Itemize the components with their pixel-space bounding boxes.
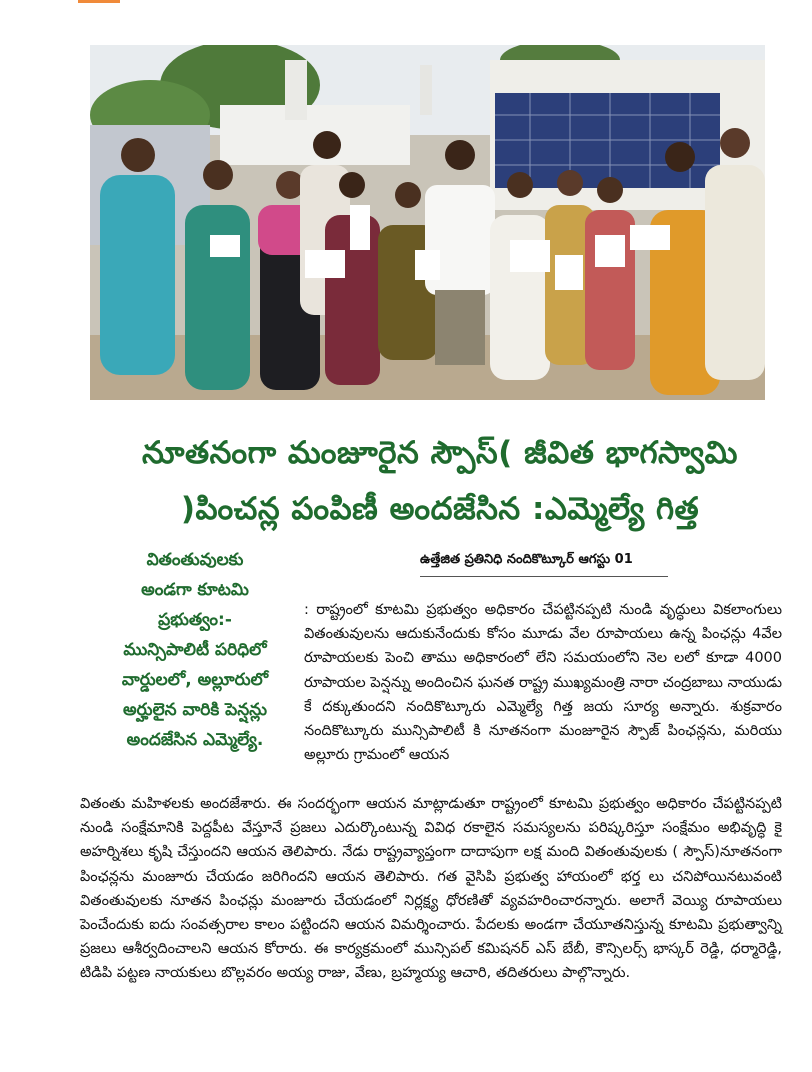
sidebar-line: అందజేసిన ఎమ్మెల్యే. bbox=[126, 730, 264, 750]
article-paragraph-top: : రాష్ట్రంలో కూటమి ప్రభుత్వం అధికారం చేపట్టినప్పటి నుండి వృద్ధులు వికలాంగులు వితంతువులను ఆదుకునేందుకు కోసం మూడు వేల రూపాయలు ఉన్న పింఛన్లు 4వేల రూపాయలకు పెంచి తాము అధికారంలో లేని సమయంలోని నెల లలో కూడా 4000 రూపాయల పెన్షన్ను అందించిన ఘనత రాష్ట్ర ముఖ్యమంత్రి నారా చంద్రబాబు నాయుడు కే దక్కుతుందని నందికొట్కూరు ఎమ్మెల్యే గిత్త జయ సూర్య అన్నారు. శుక్రవారం నందికొట్కూరు మున్సిపాలిటీ కి నూతనంగా మంజూరైన స్పౌజ్ పింఛన్లను, మరియు అల్లూరు గ్రామంలో ఆయన bbox=[304, 602, 782, 764]
highlight-sidebar bbox=[95, 545, 295, 755]
group-photo-illustration bbox=[90, 45, 765, 400]
article-headline bbox=[80, 425, 800, 537]
sidebar-line: మున్సిపాలిటీ పరిధిలో bbox=[123, 640, 267, 660]
headline-line-2: )పించన్ల పంపిణీ అందజేసిన :ఎమ్మెల్యే గిత్త bbox=[180, 491, 700, 527]
article-paragraph-bottom: వితంతు మహిళలకు అందజేశారు. ఈ సందర్భంగా ఆయన మాట్లాడుతూ రాష్ట్రంలో కూటమి ప్రభుత్వం అధికారం చేపట్టినప్పటి నుండి సంక్షేమానికి పెద్దపీట వేస్తూనే ప్రజలు ఎదుర్కొంటున్న వివిధ రకాలైన సమస్యలను పరిష్కరిస్తూ సంక్షేమం అభివృద్ధి కై అహర్నిశలు కృషి చేస్తుందని ఆయన తెలిపారు. నేడు రాష్ట్రవ్యాప్తంగా దాదాపుగా లక్ష మంది వితంతువులకు ( స్పౌస్)నూతనంగా పింఛన్లను మంజూరు చేయడం జరిగిందని ఆయన తెలిపారు. గత వైసిపి ప్రభుత్వ హాయంలో భర్త లు చనిపోయినటువంటి వితంతువులకు నూతన పింఛన్లు మంజూరు చేయడంలో నిర్లక్ష్య ధోరణితో వ్యవహరించారన్నారు. అలాగే వెయ్యి రూపాయలు పెంచేందుకు ఐదు సంవత్సరాల కాలం పట్టిందని ఆయన విమర్శించారు. పేదలకు అండగా చేయూతనిస్తున్న కూటమి ప్రభుత్వాన్ని ప్రజలు ఆశీర్వదించాలని ఆయన కోరారు. ఈ కార్యక్రమంలో మున్సిపల్ కమిషనర్ ఎస్ బేబీ, కౌన్సిలర్స్ భాస్కర్ రెడ్డి, ధర్మారెడ్డి, టిడిపి పట్టణ నాయకులు బొల్లవరం అయ్య రాజు, వేణు, బ్రహ్మయ్య ఆచారి, తదితరులు పాల్గొన్నారు. bbox=[80, 796, 782, 982]
sidebar-line: అర్హులైన వారికి పెన్షన్లు bbox=[123, 700, 267, 720]
sidebar-line: వార్డులలో, అల్లూరులో bbox=[121, 670, 269, 690]
byline-underline bbox=[420, 576, 668, 577]
headline-line-1: నూతనంగా మంజూరైన స్పౌస్( జీవిత భాగస్వామి bbox=[142, 435, 738, 471]
sidebar-line: వితంతువులకు bbox=[146, 550, 244, 570]
news-photo bbox=[90, 45, 765, 400]
top-accent-bar bbox=[78, 0, 120, 3]
byline: ఉత్తేజిత ప్రతినిధి నందికొట్కూర్ ఆగస్టు 01 bbox=[420, 552, 633, 567]
sidebar-line: ప్రభుత్వం:- bbox=[158, 610, 232, 630]
sidebar-line: అండగా కూటమి bbox=[141, 580, 249, 600]
